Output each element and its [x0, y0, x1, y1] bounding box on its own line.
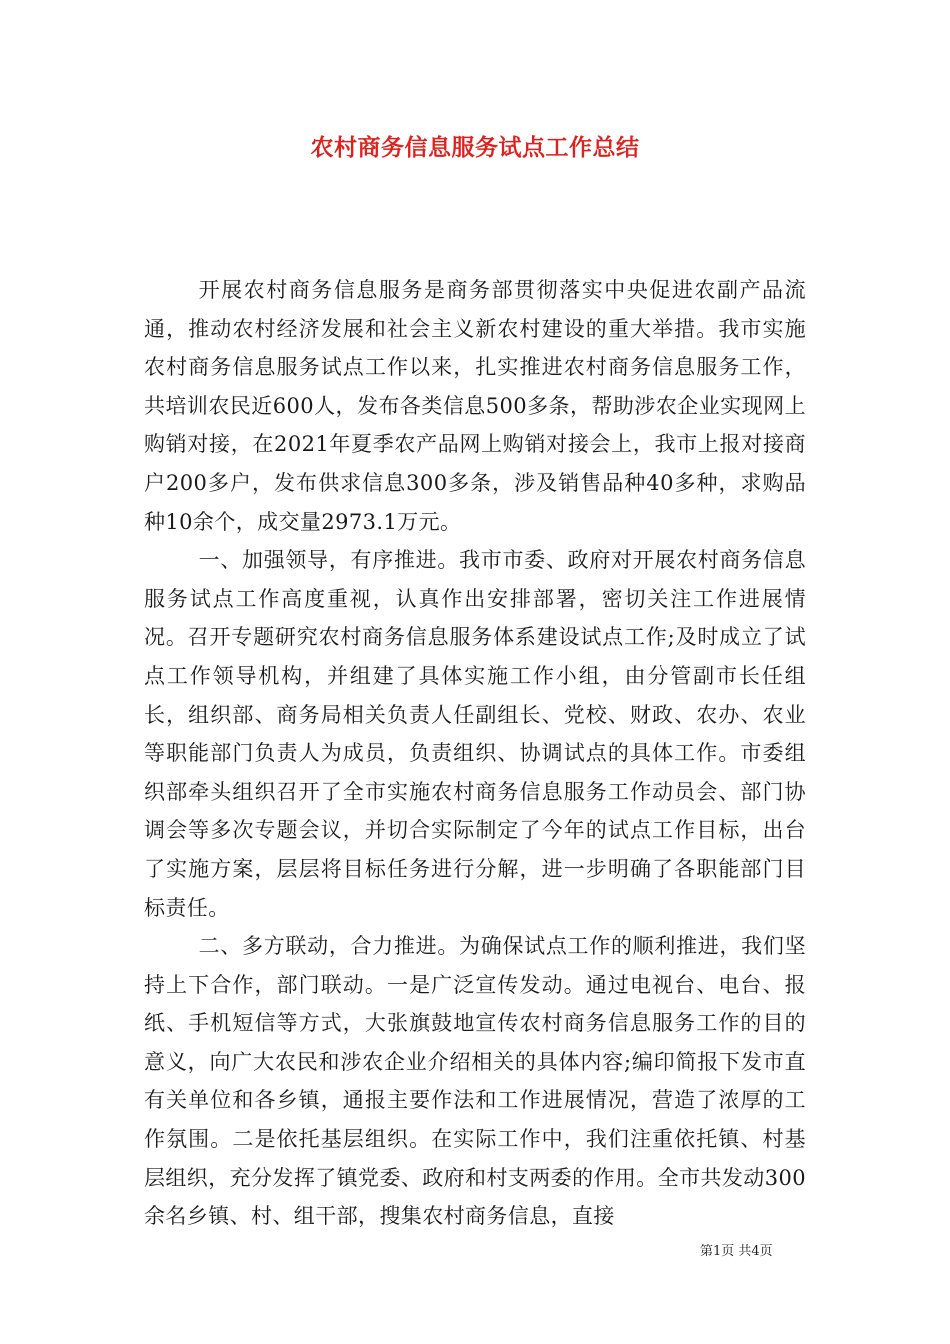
document-title: 农村商务信息服务试点工作总结	[310, 134, 640, 161]
page-number: 第1页 共4页	[700, 1244, 773, 1259]
paragraph-intro: 开展农村商务信息服务是商务部贯彻落实中央促进农副产品流通，推动农村经济发展和社会主义新农村建设的重大举措。我市实施农村商务信息服务试点工作以来，扎实推进农村商务信息服务工作，共培训农民近600人，发布各类信息500多条，帮助涉农企业实现网上购销对接，在2021年夏季农产品网上购销对接会上，我市上报对接商户200多户，发布供求信息300多条，涉及销售品种40多种，求购品种10余个，成交量2973.1万元。	[144, 278, 806, 534]
document-body	[144, 271, 806, 1236]
paragraph-coordination: 二、多方联动，合力推进。为确保试点工作的顺利推进，我们坚持上下合作，部门联动。一是广泛宣传发动。通过电视台、电台、报纸、手机短信等方式，大张旗鼓地宣传农村商务信息服务工作的目的意义，向广大农民和涉农企业介绍相关的具体内容;编印简报下发市直有关单位和各乡镇，通报主要作法和工作进展情况，营造了浓厚的工作氛围。二是依托基层组织。在实际工作中，我们注重依托镇、村基层组织，充分发挥了镇党委、政府和村支两委的作用。全市共发动300余名乡镇、村、组干部，搜集农村商务信息，直接	[144, 934, 806, 1229]
paragraph-leadership: 一、加强领导，有序推进。我市市委、政府对开展农村商务信息服务试点工作高度重视，认真作出安排部署，密切关注工作进展情况。召开专题研究农村商务信息服务体系建设试点工作;及时成立了试点工作领导机构，并组建了具体实施工作小组，由分管副市长任组长，组织部、商务局相关负责人任副组长、党校、财政、农办、农业等职能部门负责人为成员，负责组织、协调试点的具体工作。市委组织部牵头组织召开了全市实施农村商务信息服务工作动员会、部门协调会等多次专题会议，并切合实际制定了今年的试点工作目标，出台了实施方案，层层将目标任务进行分解，进一步明确了各职能部门目标责任。	[144, 548, 806, 920]
